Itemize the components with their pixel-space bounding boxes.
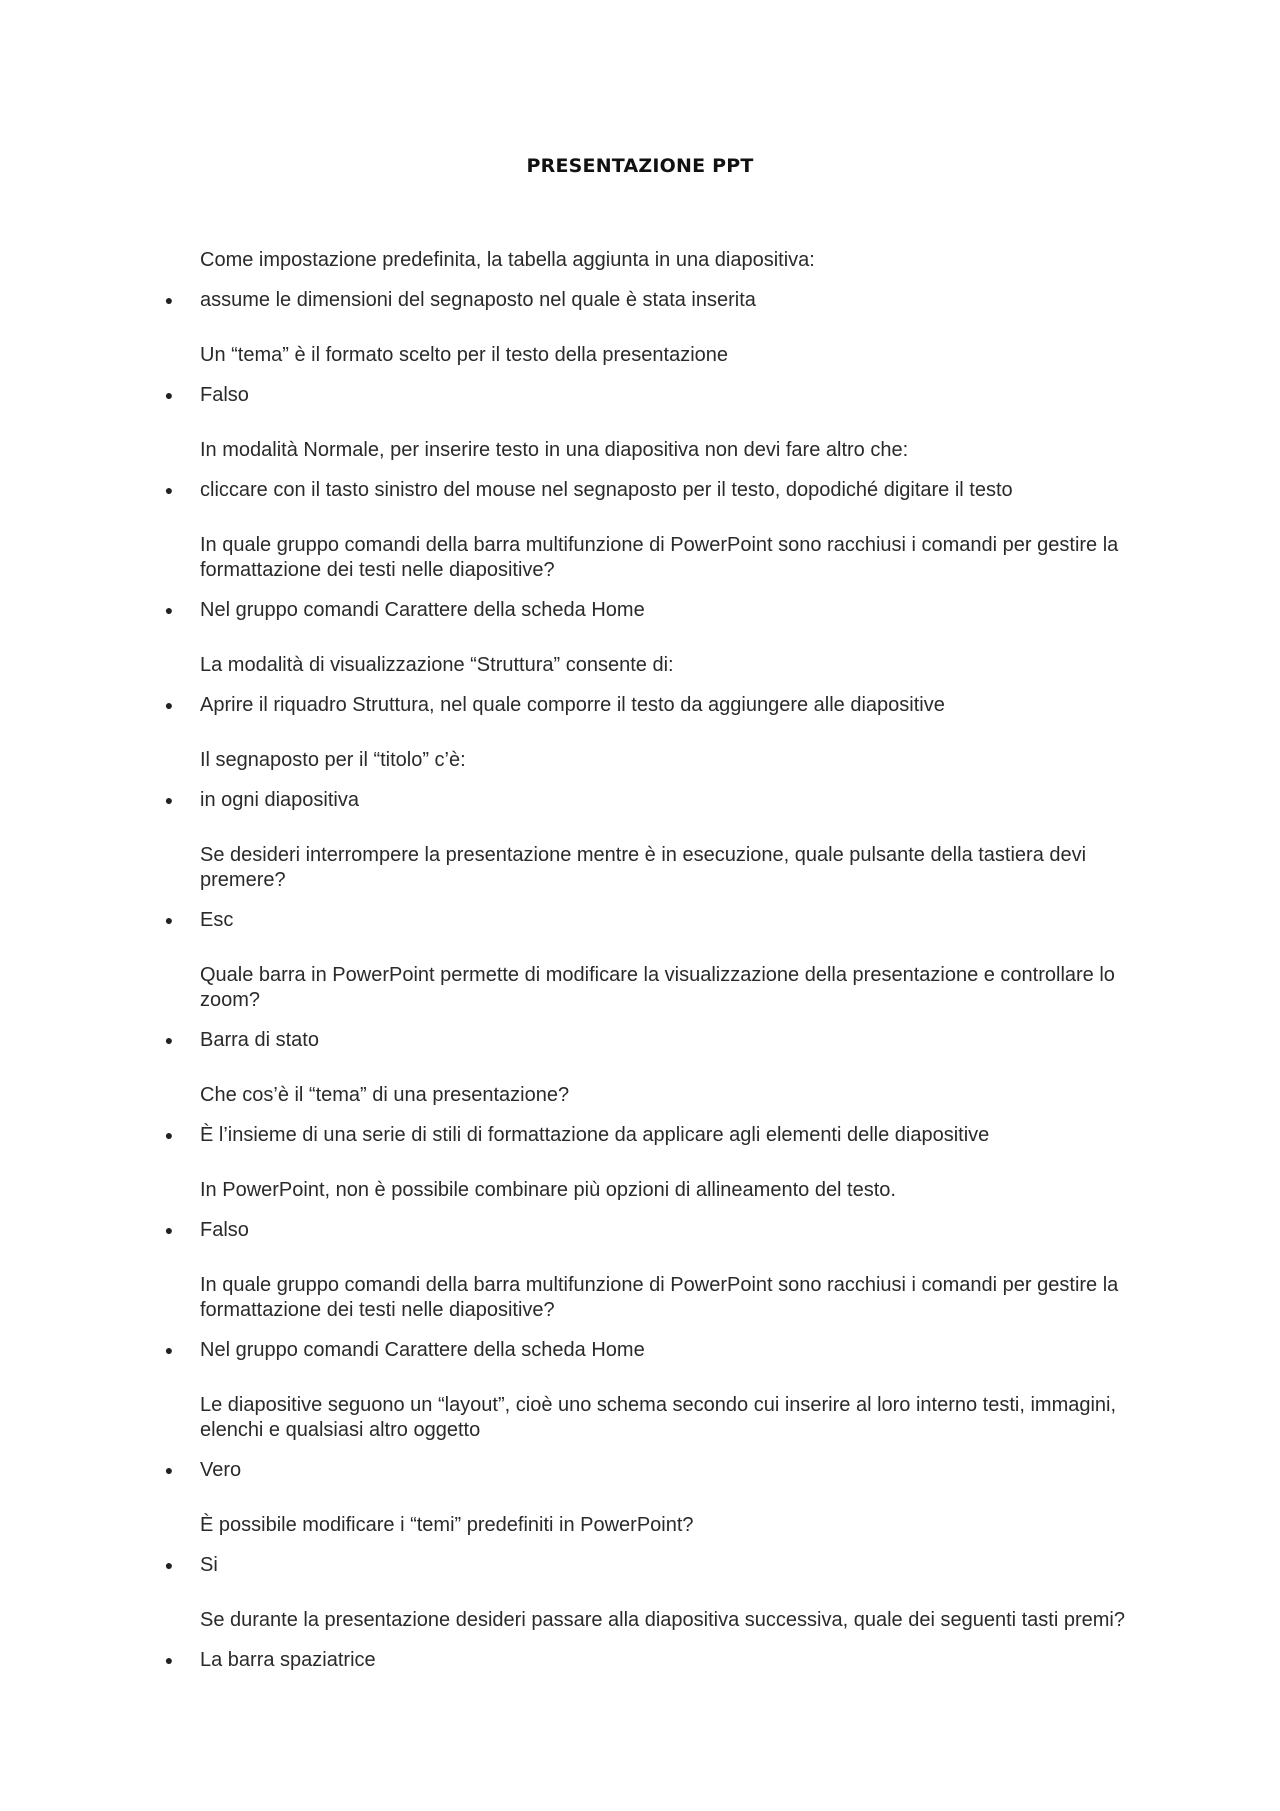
question-text: Che cos’è il “tema” di una presentazione?	[200, 1084, 570, 1106]
answer-text	[164, 693, 1160, 718]
answer-label: Falso	[200, 1219, 249, 1241]
question-text: In quale gruppo comandi della barra multifunzione di PowerPoint sono racchiusi i comandi per gestire la formattazione dei testi nelle diapositive?	[200, 534, 1119, 581]
answer-label: Vero	[200, 1459, 242, 1481]
bullet-icon: ●	[164, 792, 174, 808]
qa-item	[164, 438, 1160, 503]
bullet-icon: ●	[164, 292, 174, 308]
question-text: In quale gruppo comandi della barra multifunzione di PowerPoint sono racchiusi i comandi per gestire la formattazione dei testi nelle diapositive?	[200, 1274, 1119, 1321]
bullet-icon: ●	[164, 1032, 174, 1048]
qa-item	[164, 343, 1160, 408]
question-text: Se desideri interrompere la presentazione mentre è in esecuzione, quale pulsante della tastiera devi premere?	[200, 844, 1087, 891]
qa-list	[164, 248, 1160, 1703]
answer-label: Si	[200, 1554, 218, 1576]
bullet-icon: ●	[164, 912, 174, 928]
qa-item	[164, 1178, 1160, 1243]
qa-item	[164, 533, 1160, 623]
question-text: Quale barra in PowerPoint permette di modificare la visualizzazione della presentazione e controllare lo zoom?	[200, 964, 1115, 1011]
page-title: PRESENTAZIONE PPT	[526, 155, 754, 177]
answer-label: Esc	[200, 909, 234, 931]
qa-item	[164, 1083, 1160, 1148]
qa-item	[164, 963, 1160, 1053]
answer-text	[164, 598, 1160, 623]
qa-item	[164, 653, 1160, 718]
bullet-icon: ●	[164, 1222, 174, 1238]
answer-text	[164, 1028, 1160, 1053]
question-text: In PowerPoint, non è possibile combinare più opzioni di allineamento del testo.	[200, 1179, 896, 1201]
answer-label: Barra di stato	[200, 1029, 319, 1051]
answer-label: Falso	[200, 384, 249, 406]
qa-item	[164, 248, 1160, 313]
qa-item	[164, 1273, 1160, 1363]
bullet-icon: ●	[164, 1342, 174, 1358]
question-text: La modalità di visualizzazione “Struttura” consente di:	[200, 654, 674, 676]
answer-label: Aprire il riquadro Struttura, nel quale comporre il testo da aggiungere alle diapositive	[200, 694, 945, 716]
bullet-icon: ●	[164, 1557, 174, 1573]
answer-label: Nel gruppo comandi Carattere della scheda Home	[200, 599, 645, 621]
answer-text	[164, 288, 1160, 313]
qa-item	[164, 1608, 1160, 1673]
answer-label: cliccare con il tasto sinistro del mouse nel segnaposto per il testo, dopodiché digitare il testo	[200, 479, 1013, 501]
qa-item	[164, 1513, 1160, 1578]
answer-text	[164, 908, 1160, 933]
bullet-icon: ●	[164, 1652, 174, 1668]
answer-text	[164, 1648, 1160, 1673]
question-text: In modalità Normale, per inserire testo in una diapositiva non devi fare altro che:	[200, 439, 909, 461]
answer-text	[164, 1458, 1160, 1483]
question-text: È possibile modificare i “temi” predefiniti in PowerPoint?	[200, 1514, 694, 1536]
bullet-icon: ●	[164, 387, 174, 403]
answer-label: La barra spaziatrice	[200, 1649, 376, 1671]
answer-label: assume le dimensioni del segnaposto nel quale è stata inserita	[200, 289, 756, 311]
question-text: Il segnaposto per il “titolo” c’è:	[200, 749, 466, 771]
question-text: Un “tema” è il formato scelto per il testo della presentazione	[200, 344, 729, 366]
question-text: Come impostazione predefinita, la tabella aggiunta in una diapositiva:	[200, 249, 815, 271]
bullet-icon: ●	[164, 482, 174, 498]
question-text: Se durante la presentazione desideri passare alla diapositiva successiva, quale dei seguenti tasti premi?	[200, 1609, 1125, 1631]
qa-item	[164, 843, 1160, 933]
answer-text	[164, 1338, 1160, 1363]
answer-text	[164, 478, 1160, 503]
bullet-icon: ●	[164, 602, 174, 618]
bullet-icon: ●	[164, 1127, 174, 1143]
bullet-icon: ●	[164, 1462, 174, 1478]
answer-text	[164, 1123, 1160, 1148]
answer-text	[164, 1553, 1160, 1578]
answer-label: Nel gruppo comandi Carattere della scheda Home	[200, 1339, 645, 1361]
bullet-icon: ●	[164, 697, 174, 713]
answer-text	[164, 383, 1160, 408]
answer-text	[164, 788, 1160, 813]
answer-label: È l’insieme di una serie di stili di formattazione da applicare agli elementi delle diapositive	[200, 1124, 990, 1146]
qa-item	[164, 748, 1160, 813]
qa-item	[164, 1393, 1160, 1483]
answer-label: in ogni diapositiva	[200, 789, 359, 811]
answer-text	[164, 1218, 1160, 1243]
question-text: Le diapositive seguono un “layout”, cioè uno schema secondo cui inserire al loro interno testi, immagini, elenchi e qualsiasi altro oggetto	[200, 1394, 1117, 1441]
